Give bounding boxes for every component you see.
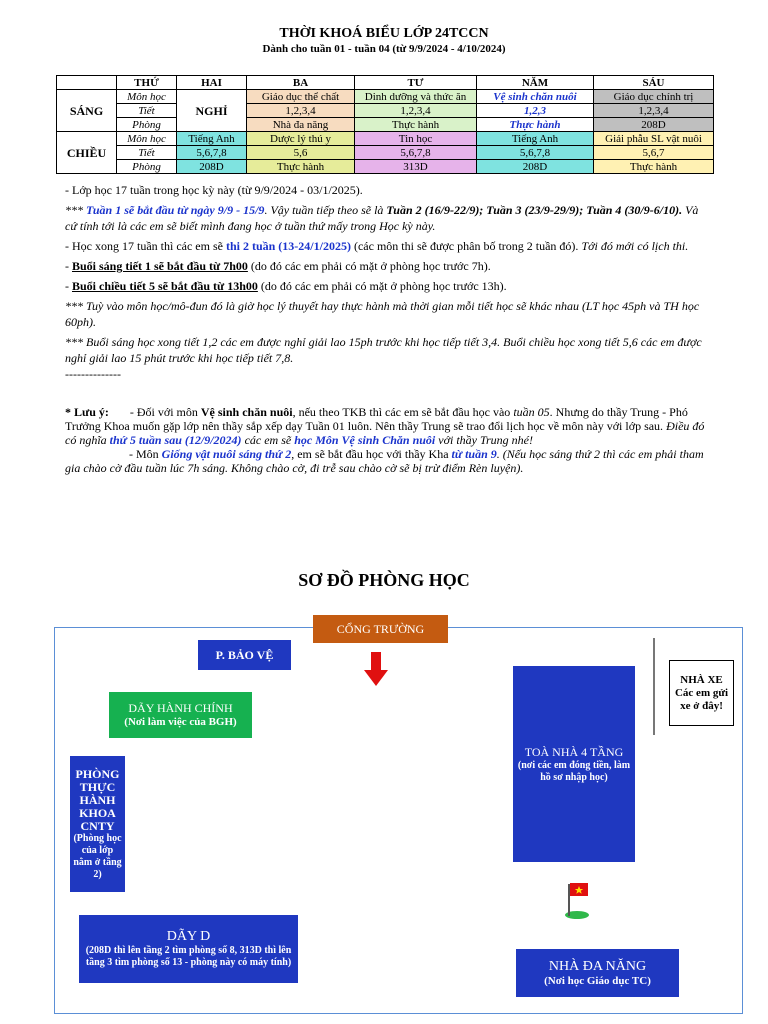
row-label-room: Phòng: [117, 118, 177, 132]
note-period-length: *** Tuỳ vào môn học/mô-đun đó là giờ học lý thuyết hay thực hành mà thời gian mỗi tiết học sẽ khác nhau (LT học 45ph và TH học 60ph).: [65, 299, 700, 329]
guard-box: P. BẢO VỆ: [198, 640, 291, 670]
afternoon-label: CHIỀU: [57, 132, 117, 174]
tower-building: TOÀ NHÀ 4 TẦNG (nơi các em đóng tiền, làm hồ sơ nhập học): [513, 666, 635, 862]
cell-period: 5,6,7,8: [477, 146, 594, 160]
luu-y-item-2: - Môn Giống vật nuôi sáng thứ 2, em sẽ bắt đầu học với thầy Kha từ tuần 9. (Nếu học sáng thứ 2 thì các em phải tham gia chào cờ đầu tuần lúc 7h sáng. Không chào cờ, đi trễ sau chào cờ sẽ bị trừ điểm Rèn luyện).: [65, 447, 704, 475]
morning-label: SÁNG: [57, 90, 117, 132]
lab-building: PHÒNG THỰC HÀNH KHOA CNTY (Phòng học của lớp nằm ở tầng 2): [70, 756, 125, 892]
note-separator: --------------: [65, 367, 121, 381]
header-hai: HAI: [177, 76, 247, 90]
cell-subject: Giải phẫu SL vật nuôi: [594, 132, 714, 146]
morning-period-row: [57, 104, 714, 118]
header-sau: SÁU: [594, 76, 714, 90]
luu-y-section: [65, 405, 705, 475]
note-weeks: *** Tuần 1 sẽ bắt đầu từ ngày 9/9 - 15/9. Vậy tuần tiếp theo sẽ là Tuần 2 (16/9-22/9); Tuần 3 (23/9-29/9); Tuần 4 (30/9-6/10). Và cứ tính tới là các em sẽ biết mình đang học ở tuần thứ mấy trong Học kỳ này.: [65, 203, 699, 233]
row-label-period: Tiết: [117, 104, 177, 118]
header-thu: THỨ: [117, 76, 177, 90]
cell-room: Thực hành: [355, 118, 477, 132]
timetable: [56, 75, 714, 174]
cell-period: 5,6,7,8: [177, 146, 247, 160]
cell-subject: Giáo dục thể chất: [247, 90, 355, 104]
cell-room: Thực hành: [247, 160, 355, 174]
parking-box: NHÀ XE Các em gửi xe ở đây!: [669, 660, 734, 726]
header-empty: [57, 76, 117, 90]
morning-subject-row: [57, 90, 714, 104]
divider-line: [653, 638, 655, 735]
cell-period: 1,2,3,4: [594, 104, 714, 118]
cell-room: Thực hành: [594, 160, 714, 174]
admin-building: DÃY HÀNH CHÍNH (Nơi làm việc của BGH): [109, 692, 252, 738]
cell-room: 208D: [477, 160, 594, 174]
page-subtitle: Dành cho tuần 01 - tuần 04 (từ 9/9/2024 - 4/10/2024): [262, 43, 506, 55]
cell-period: 5,6: [247, 146, 355, 160]
note-breaks: *** Buổi sáng học xong tiết 1,2 các em được nghỉ giải lao 15ph trước khi học tiếp tiết 3,4. Buổi chiều học xong tiết 5,6 các em được nghỉ giải lao 15 phút trước khi học tiếp tiết 7,8.: [65, 335, 702, 365]
cell-room: 313D: [355, 160, 477, 174]
page-title: THỜI KHOÁ BIỂU LỚP 24TCCN: [279, 26, 489, 41]
cell-subject: Tiếng Anh: [177, 132, 247, 146]
row-label-room: Phòng: [117, 160, 177, 174]
monday-off: NGHỈ: [177, 90, 247, 132]
notes-section: [65, 182, 705, 382]
cell-period: 5,6,7: [594, 146, 714, 160]
timetable-header-row: [57, 76, 714, 90]
cell-subject: Vệ sinh chăn nuôi: [477, 90, 594, 104]
note-exam: - Học xong 17 tuần thì các em sẽ thi 2 tuần (13-24/1/2025) (các môn thi sẽ được phân bố trong 2 tuần đó). Tới đó mới có lịch thi.: [65, 239, 689, 253]
day-d-building: DÃY D (208D thì lên tầng 2 tìm phòng số 8, 313D thì lên tầng 3 tìm phòng số 13 - phòng này có máy tính): [79, 915, 298, 983]
map-title: SƠ ĐỒ PHÒNG HỌC: [298, 570, 470, 590]
header-nam: NĂM: [477, 76, 594, 90]
cell-period: 1,2,3: [477, 104, 594, 118]
cell-room: Thực hành: [477, 118, 594, 132]
cell-subject: Dinh dưỡng và thức ăn: [355, 90, 477, 104]
row-label-period: Tiết: [117, 146, 177, 160]
gate-box: CỔNG TRƯỜNG: [313, 615, 448, 643]
cell-period: 1,2,3,4: [355, 104, 477, 118]
afternoon-period-row: [57, 146, 714, 160]
cell-period: 5,6,7,8: [355, 146, 477, 160]
cell-subject: Tiếng Anh: [477, 132, 594, 146]
cell-room: 208D: [594, 118, 714, 132]
gym-building: NHÀ ĐA NĂNG (Nơi học Giáo dục TC): [516, 949, 679, 997]
cell-subject: Giáo dục chính trị: [594, 90, 714, 104]
header-ba: BA: [247, 76, 355, 90]
cell-subject: Dược lý thú y: [247, 132, 355, 146]
down-arrow-icon: [364, 652, 388, 686]
header-tu: TƯ: [355, 76, 477, 90]
afternoon-subject-row: [57, 132, 714, 146]
flag-icon: [559, 880, 595, 920]
row-label-subject: Môn học: [117, 132, 177, 146]
note-semester: - Lớp học 17 tuần trong học kỳ này (từ 9/9/2024 - 03/1/2025).: [65, 183, 363, 197]
cell-period: 1,2,3,4: [247, 104, 355, 118]
morning-room-row: [57, 118, 714, 132]
cell-subject: Tin học: [355, 132, 477, 146]
luu-y-item-1: * Lưu ý: - Đối với môn Vệ sinh chăn nuôi, nếu theo TKB thì các em sẽ bắt đầu học vào tuần 05. Nhưng do thầy Trung - Phó Trưởng Khoa muốn gặp lớp nên thầy sắp xếp dạy Tuần 01 luôn. Nên thầy Trung sẽ trao đổi lịch học về môn này với lớp sau. Điều đó có nghĩa thứ 5 tuần sau (12/9/2024) các em sẽ học Môn Vệ sinh Chăn nuôi với thầy Trung nhé!: [65, 405, 705, 447]
cell-room: Nhà đa năng: [247, 118, 355, 132]
note-afternoon-start: - Buổi chiều tiết 5 sẽ bắt đầu từ 13h00 (do đó các em phải có mặt ở phòng học trước 13h).: [65, 279, 507, 293]
row-label-subject: Môn học: [117, 90, 177, 104]
afternoon-room-row: [57, 160, 714, 174]
note-morning-start: - Buổi sáng tiết 1 sẽ bắt đầu từ 7h00 (do đó các em phải có mặt ở phòng học trước 7h).: [65, 259, 491, 273]
cell-room: 208D: [177, 160, 247, 174]
